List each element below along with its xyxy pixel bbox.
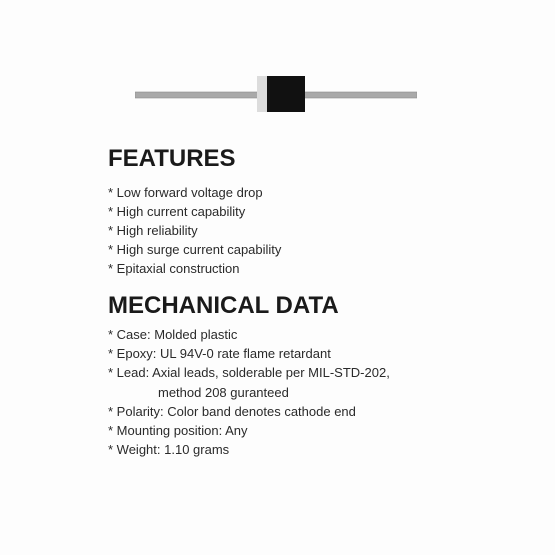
features-list bbox=[108, 183, 281, 278]
list-item-continuation: method 208 guranteed bbox=[158, 384, 289, 400]
list-item: * Weight: 1.10 grams bbox=[108, 442, 230, 458]
diode-illustration bbox=[135, 76, 417, 112]
mechanical-data-list bbox=[108, 325, 390, 459]
list-item: * Case: Molded plastic bbox=[108, 327, 238, 342]
list-item: * Polarity: Color band denotes cathode end bbox=[108, 403, 356, 419]
list-item: * High current capability bbox=[108, 204, 246, 219]
list-item: * Low forward voltage drop bbox=[108, 185, 263, 200]
diode-cathode-band bbox=[257, 76, 267, 112]
list-item: * High reliability bbox=[108, 223, 198, 238]
list-item: * High surge current capability bbox=[108, 242, 282, 257]
list-item: * Mounting position: Any bbox=[108, 423, 248, 439]
features-heading: FEATURES bbox=[108, 145, 236, 172]
list-item: * Lead: Axial leads, solderable per MIL-STD-202, bbox=[108, 365, 390, 381]
diode-lead-right bbox=[303, 92, 417, 98]
list-item: * Epoxy: UL 94V-0 rate flame retardant bbox=[108, 346, 331, 362]
diode-lead-left bbox=[135, 92, 259, 98]
list-item: * Epitaxial construction bbox=[108, 261, 240, 276]
mechanical-data-heading: MECHANICAL DATA bbox=[108, 292, 339, 319]
